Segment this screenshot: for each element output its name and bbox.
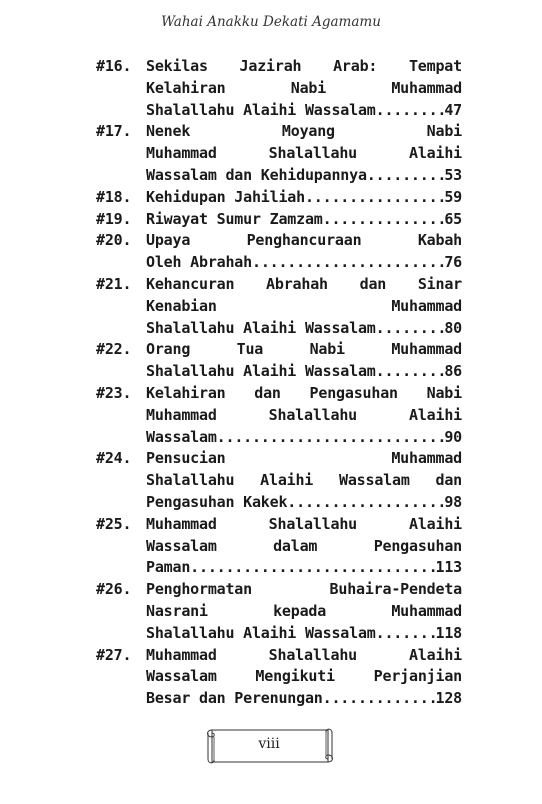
toc-title-text: Shalallahu Alaihi Wassalam [146, 318, 376, 337]
toc-title-word: Sekilas [146, 57, 208, 75]
toc-entry-number: #19. [96, 209, 132, 228]
toc-title-last-line [146, 361, 462, 383]
toc-title-last-line [146, 209, 462, 231]
toc-title-word: Muhammad [391, 601, 462, 620]
toc-title-word: Kelahiran [146, 78, 226, 97]
toc-title-line [146, 405, 462, 427]
toc-entry [96, 209, 462, 231]
toc-title-text: Besar dan Perenungan [146, 689, 323, 708]
toc-title-text: Pengasuhan Kakek [146, 492, 288, 511]
toc-title-word: Shalallahu [146, 471, 235, 490]
toc-title-word: Kabah [417, 231, 462, 250]
toc-title-word: Penghancuraan [246, 231, 362, 250]
toc-page-number: 53 [444, 165, 462, 184]
running-header: Wahai Anakku Dekati Agamamu [161, 14, 381, 30]
toc-entry-title [146, 187, 462, 209]
toc-dot-leader [323, 209, 445, 231]
toc-entry-title [146, 209, 462, 231]
toc-entry-number: #22. [96, 340, 132, 359]
toc-entry-number: #25. [96, 514, 132, 533]
toc-entry-title [146, 56, 462, 121]
toc-title-line [146, 514, 462, 536]
table-of-contents [96, 56, 462, 710]
toc-entry-number: #21. [96, 274, 132, 293]
toc-title-word: Alaihi [260, 471, 314, 490]
toc-title-word: Penghormatan [146, 580, 252, 599]
toc-title-last-line [146, 623, 462, 645]
toc-title-last-line [146, 165, 462, 187]
page-number: viii [258, 736, 280, 752]
toc-title-word: Kelahiran [146, 383, 226, 402]
toc-title-word: dan [359, 274, 387, 293]
toc-dot-leader [252, 252, 444, 274]
toc-entry [96, 448, 462, 513]
toc-title-word: Shalallahu [268, 514, 357, 533]
toc-title-text: Shalallahu Alaihi Wassalam [146, 623, 376, 642]
toc-entry-title [146, 448, 462, 513]
page-number-scroll [204, 726, 334, 766]
toc-entry-title [146, 514, 462, 579]
toc-title-line [146, 230, 462, 252]
toc-title-word: Upaya [146, 231, 191, 250]
toc-title-text: Shalallahu Alaihi Wassalam [146, 362, 376, 381]
toc-dot-leader [305, 187, 444, 209]
toc-title-last-line [146, 252, 462, 274]
toc-page-number: 65 [444, 209, 462, 228]
toc-page-number: 86 [444, 362, 462, 381]
toc-title-line [146, 645, 462, 667]
toc-title-word: Shalallahu [268, 144, 357, 163]
toc-title-word: Muhammad [146, 645, 217, 664]
toc-title-last-line [146, 427, 462, 449]
toc-title-line [146, 296, 462, 318]
toc-page-number: 113 [435, 558, 462, 577]
toc-title-word: Wassalam [146, 667, 217, 686]
toc-title-word: Nabi [309, 340, 345, 359]
toc-entry-title [146, 339, 462, 383]
toc-title-word: Orang [146, 340, 191, 359]
toc-entry-title [146, 121, 462, 186]
toc-entry [96, 121, 462, 186]
toc-title-word: Mengikuti [255, 667, 335, 686]
toc-dot-leader [376, 318, 445, 340]
toc-title-word: Muhammad [391, 296, 462, 315]
toc-entry [96, 579, 462, 644]
toc-title-word: Nabi [426, 122, 462, 141]
toc-title-text: Paman [146, 558, 191, 577]
toc-entry-number: #17. [96, 122, 132, 141]
toc-entry-title [146, 383, 462, 448]
toc-title-word: Shalallahu [268, 405, 357, 424]
toc-title-line [146, 536, 462, 558]
toc-title-last-line [146, 318, 462, 340]
toc-title-last-line [146, 557, 462, 579]
toc-title-word: Alaihi [409, 405, 462, 424]
toc-entry-number: #27. [96, 645, 132, 664]
toc-entry-number: #18. [96, 187, 132, 206]
toc-entry-number: #20. [96, 231, 132, 250]
toc-title-word: Perjanjian [373, 667, 462, 686]
toc-title-word: Abrahah [266, 274, 328, 293]
toc-entry [96, 274, 462, 339]
toc-entry [96, 230, 462, 274]
toc-page-number: 76 [444, 253, 462, 272]
toc-dot-leader [190, 557, 435, 579]
toc-page-number: 118 [435, 623, 462, 642]
toc-title-word: Pensucian [146, 449, 226, 468]
toc-title-word: Tempat [408, 57, 462, 75]
toc-entry-number: #26. [96, 580, 132, 599]
toc-dot-leader [376, 623, 436, 645]
toc-title-word: Pengasuhan [309, 383, 398, 402]
toc-title-word: Nabi [426, 383, 462, 402]
toc-entry [96, 645, 462, 710]
toc-title-text: Riwayat Sumur Zamzam [146, 209, 323, 228]
toc-page-number: 128 [435, 689, 462, 708]
toc-entry-number: #23. [96, 383, 132, 402]
toc-title-line [146, 78, 462, 100]
toc-title-line [146, 56, 462, 78]
toc-title-word: Nenek [146, 122, 191, 141]
toc-title-word: Muhammad [391, 78, 462, 97]
toc-title-line [146, 601, 462, 623]
toc-entry [96, 56, 462, 121]
toc-dot-leader [367, 165, 445, 187]
toc-entry [96, 383, 462, 448]
toc-page-number: 47 [444, 100, 462, 119]
toc-title-word: Kenabian [146, 296, 217, 315]
toc-title-text: Shalallahu Alaihi Wassalam [146, 100, 376, 119]
toc-title-last-line [146, 100, 462, 122]
toc-title-word: Alaihi [409, 645, 462, 664]
toc-title-word: Moyang [281, 122, 335, 141]
toc-dot-leader [376, 100, 445, 122]
toc-title-word: Muhammad [391, 340, 462, 359]
toc-title-word: Muhammad [146, 405, 217, 424]
toc-entry [96, 339, 462, 383]
toc-title-word: Wassalam [339, 471, 410, 490]
toc-title-word: Sinar [417, 274, 462, 293]
toc-dot-leader [287, 492, 444, 514]
toc-entry-title [146, 274, 462, 339]
toc-title-word: dan [254, 383, 281, 402]
toc-title-word: Buhaira-Pendeta [329, 580, 462, 599]
toc-dot-leader [323, 688, 436, 710]
toc-title-word: Nabi [290, 78, 327, 97]
toc-entry [96, 514, 462, 579]
toc-title-word: Alaihi [409, 514, 462, 533]
toc-title-line [146, 579, 462, 601]
toc-title-line [146, 143, 462, 165]
toc-entry-title [146, 230, 462, 274]
toc-title-last-line [146, 187, 462, 209]
toc-entry-number: #24. [96, 449, 132, 468]
toc-dot-leader [376, 361, 445, 383]
toc-title-line [146, 121, 462, 143]
toc-title-text: Wassalam dan Kehidupannya [146, 165, 367, 184]
toc-entry-title [146, 645, 462, 710]
toc-title-word: Alaihi [409, 144, 462, 163]
toc-title-word: Pengasuhan [373, 536, 462, 555]
toc-title-line [146, 666, 462, 688]
toc-title-word: Muhammad [146, 514, 217, 533]
toc-page-number: 59 [444, 187, 462, 206]
toc-title-word: Nasrani [146, 601, 208, 620]
toc-title-word: Kehancuran [146, 274, 235, 293]
toc-entry-number: #16. [96, 57, 132, 75]
toc-entry-title [146, 579, 462, 644]
toc-page-number: 90 [444, 427, 462, 446]
toc-title-text: Wassalam [146, 427, 217, 446]
toc-title-word: Muhammad [391, 449, 462, 468]
toc-title-text: Kehidupan Jahiliah [146, 187, 305, 206]
toc-title-word: Muhammad [146, 144, 217, 163]
toc-title-last-line [146, 688, 462, 710]
toc-page-number: 98 [444, 492, 462, 511]
toc-title-word: Tua [236, 340, 264, 359]
toc-page-number: 80 [444, 318, 462, 337]
toc-title-line [146, 470, 462, 492]
toc-title-word: Arab: [333, 57, 378, 75]
toc-title-word: Jazirah [239, 57, 302, 75]
toc-title-line [146, 339, 462, 361]
toc-title-word: dan [435, 471, 462, 490]
toc-title-text: Oleh Abrahah [146, 253, 252, 272]
toc-title-word: Shalallahu [268, 645, 357, 664]
toc-title-last-line [146, 492, 462, 514]
toc-title-line [146, 448, 462, 470]
toc-dot-leader [217, 427, 445, 449]
toc-title-line [146, 274, 462, 296]
toc-title-word: Wassalam [146, 536, 217, 555]
toc-title-word: kepada [273, 601, 327, 620]
toc-title-line [146, 383, 462, 405]
toc-title-word: dalam [273, 536, 318, 555]
toc-entry [96, 187, 462, 209]
